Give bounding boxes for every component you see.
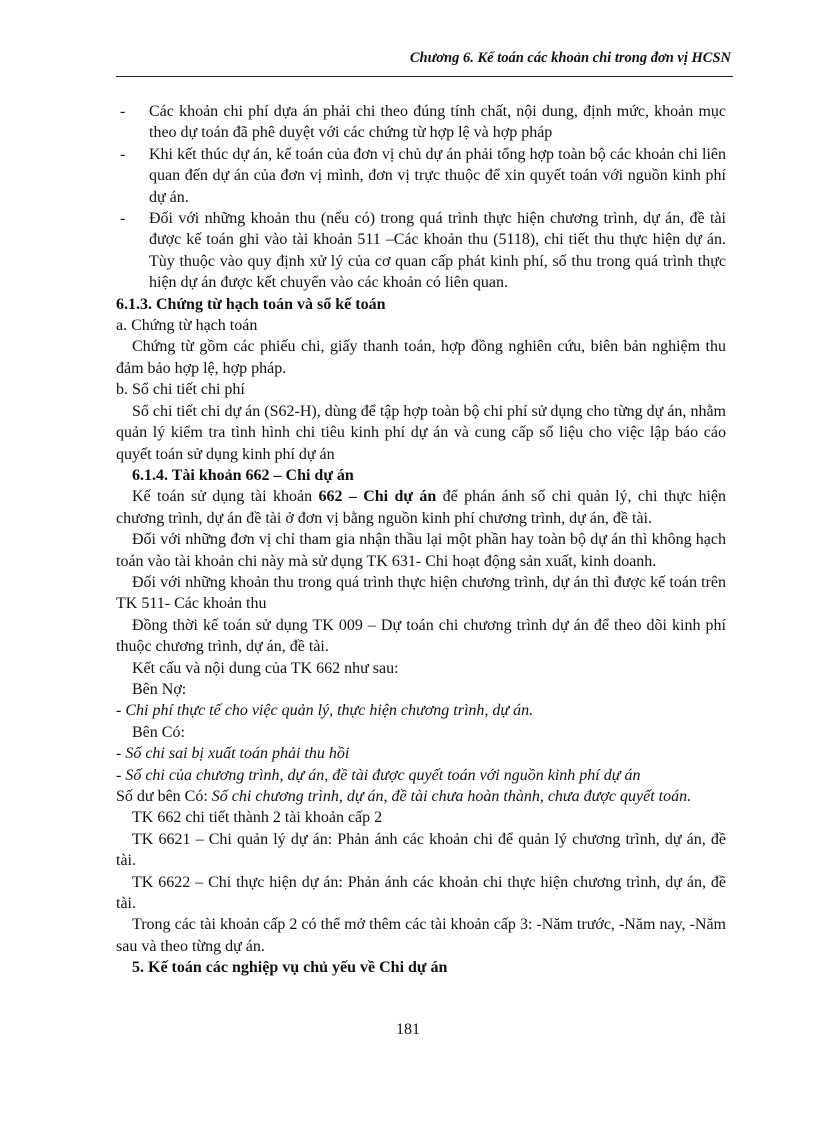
text-run: Kế toán sử dụng tài khoản — [132, 488, 319, 506]
paragraph-614-9: Trong các tài khoản cấp 2 có thể mở thêm các tài khoản cấp 3: -Năm trước, -Năm nay, -Năm sau và theo từng dự án. — [116, 916, 726, 955]
page-header — [116, 40, 733, 77]
text-run: để phán ánh số chi quản lý, chi thực hiện chương trình, dự án đề tài ở đơn vị bằng nguồn kinh phí chương trình, dự án, đề tài. — [116, 488, 727, 527]
chapter-title: Chương 6. Kế toán các khoản chi trong đơn vị HCSN — [409, 50, 731, 66]
ben-no-item: - Chi phí thực tế cho việc quản lý, thực hiện chương trình, dự án. — [116, 702, 534, 720]
bullet-dash: - — [120, 145, 126, 163]
subheading-b: b. Sổ chi tiết chi phí — [116, 381, 245, 399]
bullet-item — [116, 101, 726, 144]
ben-co-item: - Số chi của chương trình, dự án, đề tài được quyết toán với nguồn kinh phí dự án — [116, 766, 641, 784]
page-content — [116, 101, 726, 979]
paragraph-614-8: TK 6622 – Chi thực hiện dự án: Phản ánh các khoản chi thực hiện chương trình, dự án, đề tài. — [116, 873, 726, 913]
bullet-item — [116, 144, 726, 208]
bullet-dash: - — [120, 103, 126, 120]
ben-no-label: Bên Nợ: — [132, 680, 187, 698]
paragraph-614-4: Đồng thời kế toán sử dụng TK 009 – Dự toán chi chương trình dự án để theo dõi kinh phí thuộc chương trình, dự án, đề tài. — [116, 616, 726, 656]
section-heading-613: 6.1.3. Chứng từ hạch toán và sổ kế toán — [116, 295, 386, 313]
paragraph-614-5: Kết cấu và nội dung của TK 662 như sau: — [132, 659, 399, 677]
ben-co-label: Bên Có: — [132, 723, 185, 741]
bullet-text: Các khoản chi phí dựa án phải chi theo đúng tính chất, nội dung, định mức, khoản mục theo dự toán đã phê duyệt với các chứng từ hợp lệ và hợp pháp — [149, 103, 726, 142]
subheading-a: a. Chứng từ hạch toán — [116, 317, 258, 335]
bullet-item — [116, 208, 726, 294]
section-heading-5: 5. Kế toán các nghiệp vụ chủ yếu về Chi dự án — [132, 959, 448, 977]
so-du-text: Số chi chương trình, dự án, đề tài chưa hoàn thành, chưa được quyết toán. — [211, 788, 692, 805]
bullet-text: Khi kết thúc dự án, kế toán của đơn vị chủ dự án phải tổng hợp toàn bộ các khoản chi liên quan đến dự án của đơn vị mình, đơn vị trực thuộc để xin quyết toán với nguồn kinh phí dự án. — [149, 145, 726, 206]
paragraph-614-6: TK 662 chi tiết thành 2 tài khoản cấp 2 — [132, 809, 383, 827]
so-du-label: Số dư bên Có: — [116, 788, 212, 805]
ben-co-item: - Số chi sai bị xuất toán phải thu hồi — [116, 745, 350, 763]
section-heading-614: 6.1.4. Tài khoản 662 – Chi dự án — [132, 466, 354, 484]
bullet-text: Đối với những khoản thu (nếu có) trong quá trình thực hiện chương trình, dự án, đề tài được kế toán ghi vào tài khoản 511 –Các khoản thu (5118), chi tiết thu thực hiện dự án. Tùy thuộc vào quy định xử lý của cơ quan cấp phát kinh phí, số thu trong quá trình thực hiện dự án được kết chuyển vào các khoản có liên quan. — [149, 210, 726, 292]
paragraph-a: Chứng từ gồm các phiếu chi, giấy thanh toán, hợp đồng nghiên cứu, biên bản nghiệm thu đảm bảo hợp lệ, hợp pháp. — [116, 338, 726, 377]
so-du-paragraph — [116, 786, 726, 807]
paragraph-614-3: Đối với những khoản thu trong quá trình thực hiện chương trình, dự án thì được kế toán trên TK 511- Các khoản thu — [116, 573, 726, 613]
paragraph-614-2: Đối với những đơn vị chỉ tham gia nhận thầu lại một phần hay toàn bộ dự án thì không hạch toán vào tài khoản chi này mà sử dụng TK 631- Chi hoạt động sản xuất, kinh doanh. — [116, 531, 726, 570]
paragraph-b: Sổ chi tiết chi dự án (S62-H), dùng để tập hợp toàn bộ chi phí sử dụng cho từng dự án, nhằm quản lý kiểm tra tình hình chi tiêu kinh phí dự án và cung cấp số liệu cho việc lập báo cáo quyết toán sử dụng kinh phí dự án — [116, 402, 726, 463]
paragraph-614-1 — [116, 486, 726, 529]
account-name-bold: 662 – Chi dự án — [318, 488, 437, 506]
page-number: 181 — [396, 1021, 420, 1038]
paragraph-614-7: TK 6621 – Chi quản lý dự án: Phản ánh các khoản chi để quản lý chương trình, dự án, đề tài. — [116, 830, 726, 870]
bullet-dash: - — [120, 210, 126, 228]
